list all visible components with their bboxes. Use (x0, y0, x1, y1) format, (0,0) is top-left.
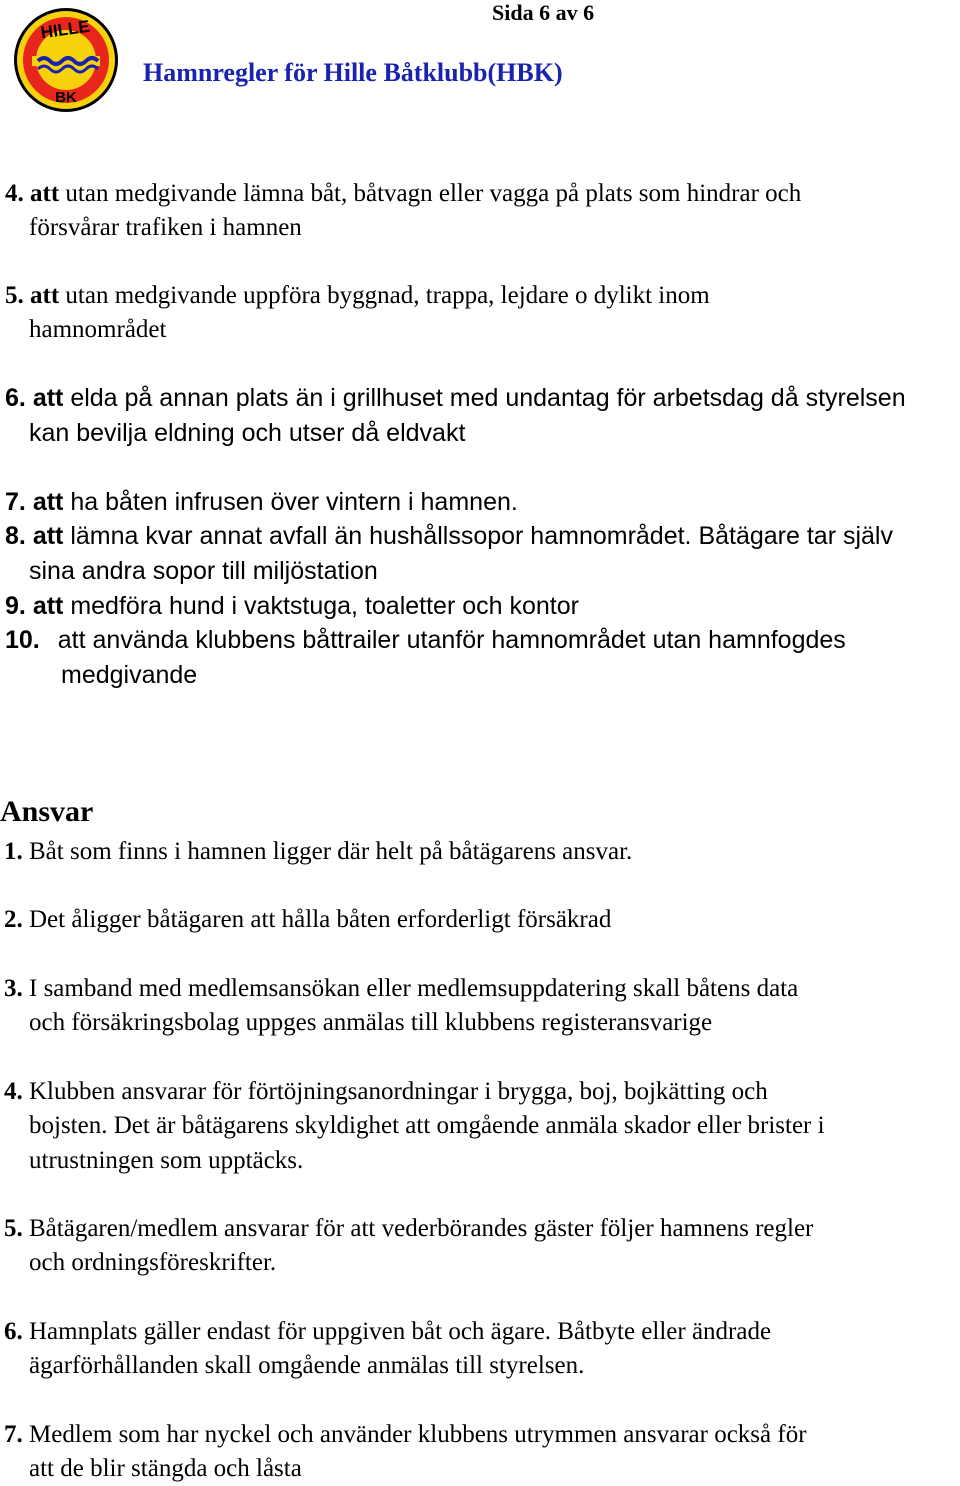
ansvar-text: ägarförhållanden skall omgående anmälas till styrelsen. (29, 1352, 585, 1379)
rule-line (61, 658, 197, 692)
document-title: Hamnregler för Hille Båtklubb(HBK) (143, 58, 563, 87)
ansvar-line (29, 1109, 825, 1143)
rule-text: att använda klubbens båttrailer utanför hamnområdet utan hamnfogdes (57, 626, 846, 654)
rule-text: utan medgivande lämna båt, båtvagn eller vagga på plats som hindrar och (59, 180, 802, 207)
rule-att: att (30, 282, 60, 309)
rule-line (29, 313, 166, 347)
ansvar-number: 6. (4, 1318, 23, 1345)
rule-number: 6. (5, 384, 26, 412)
ansvar-line (4, 1212, 813, 1246)
ansvar-text: Klubben ansvarar för förtöjningsanordningar i brygga, boj, bojkätting och (29, 1078, 768, 1105)
rule-line (5, 177, 801, 211)
ansvar-number: 2. (4, 906, 23, 933)
rule-line (29, 554, 378, 588)
rule-text: medföra hund i vaktstuga, toaletter och kontor (63, 592, 579, 620)
rule-line (5, 623, 846, 657)
rule-line (29, 416, 465, 450)
ansvar-text: bojsten. Det är båtägarens skyldighet att omgående anmäla skador eller brister i (29, 1112, 825, 1139)
ansvar-line (4, 972, 798, 1006)
rule-number: 8. (5, 522, 26, 550)
hille-bk-logo (12, 6, 120, 114)
rule-text: utan medgivande uppföra byggnad, trappa, lejdare o dylikt inom (59, 282, 710, 309)
rule-att: att (32, 384, 64, 412)
rule-number: 5. (5, 282, 24, 309)
ansvar-line (29, 1246, 276, 1280)
ansvar-line (4, 903, 611, 937)
rule-number: 7. (5, 488, 26, 516)
ansvar-text: Båtägaren/medlem ansvarar för att vederbörandes gäster följer hamnens regler (29, 1215, 814, 1242)
rule-line (5, 519, 893, 553)
ansvar-number: 5. (4, 1215, 23, 1242)
rule-text: lämna kvar annat avfall än hushållssopor hamnområdet. Båtägare tar själv (63, 522, 893, 550)
rule-att: att (32, 592, 64, 620)
rule-line (5, 381, 906, 415)
ansvar-text: Medlem som har nyckel och använder klubbens utrymmen ansvarar också för (29, 1421, 807, 1448)
ansvar-number: 1. (4, 838, 23, 865)
ansvar-text: Båt som finns i hamnen ligger där helt på båtägarens ansvar. (29, 838, 633, 865)
rule-line (29, 211, 302, 245)
rule-att: att (32, 522, 64, 550)
ansvar-line (29, 1006, 712, 1040)
logo-text-hille: HILLE (39, 16, 91, 43)
rule-number: 10. (5, 626, 40, 654)
rule-att: att (30, 180, 60, 207)
rule-text: medgivande (61, 661, 198, 689)
rule-line (5, 485, 518, 519)
rule-number: 9. (5, 592, 26, 620)
ansvar-line (29, 1452, 302, 1486)
rule-text: kan bevilja eldning och utser då eldvakt (29, 419, 466, 447)
rule-text: hamnområdet (29, 316, 167, 343)
rule-line (5, 279, 710, 313)
ansvar-text: utrustningen som upptäcks. (29, 1147, 304, 1174)
ansvar-line (4, 1315, 771, 1349)
ansvar-line (4, 835, 632, 869)
ansvar-number: 3. (4, 975, 23, 1002)
ansvar-line (29, 1144, 303, 1178)
rule-text: försvårar trafiken i hamnen (29, 214, 302, 241)
rule-text: elda på annan plats än i grillhuset med undantag för arbetsdag då styrelsen (63, 384, 906, 412)
ansvar-text: Det åligger båtägaren att hålla båten erforderligt försäkrad (29, 906, 612, 933)
ansvar-text: att de blir stängda och låsta (29, 1455, 302, 1482)
ansvar-text: och försäkringsbolag uppges anmälas till klubbens registeransvarige (29, 1009, 713, 1036)
ansvar-text: Hamnplats gäller endast för uppgiven båt och ägare. Båtbyte eller ändrade (29, 1318, 772, 1345)
ansvar-number: 7. (4, 1421, 23, 1448)
rule-att: att (32, 488, 64, 516)
ansvar-line (4, 1075, 768, 1109)
rule-text: ha båten infrusen över vintern i hamnen. (63, 488, 518, 516)
ansvar-line (29, 1349, 584, 1383)
page-number: Sida 6 av 6 (492, 0, 595, 25)
ansvar-text: I samband med medlemsansökan eller medlemsuppdatering skall båtens data (29, 975, 799, 1002)
section-title-ansvar: Ansvar (0, 795, 94, 828)
rule-line (5, 589, 579, 623)
ansvar-text: och ordningsföreskrifter. (29, 1249, 277, 1276)
logo-text-bk: BK (55, 89, 77, 106)
ansvar-line (4, 1418, 807, 1452)
ansvar-number: 4. (4, 1078, 23, 1105)
rule-number: 4. (5, 180, 24, 207)
rule-text: sina andra sopor till miljöstation (29, 557, 378, 585)
